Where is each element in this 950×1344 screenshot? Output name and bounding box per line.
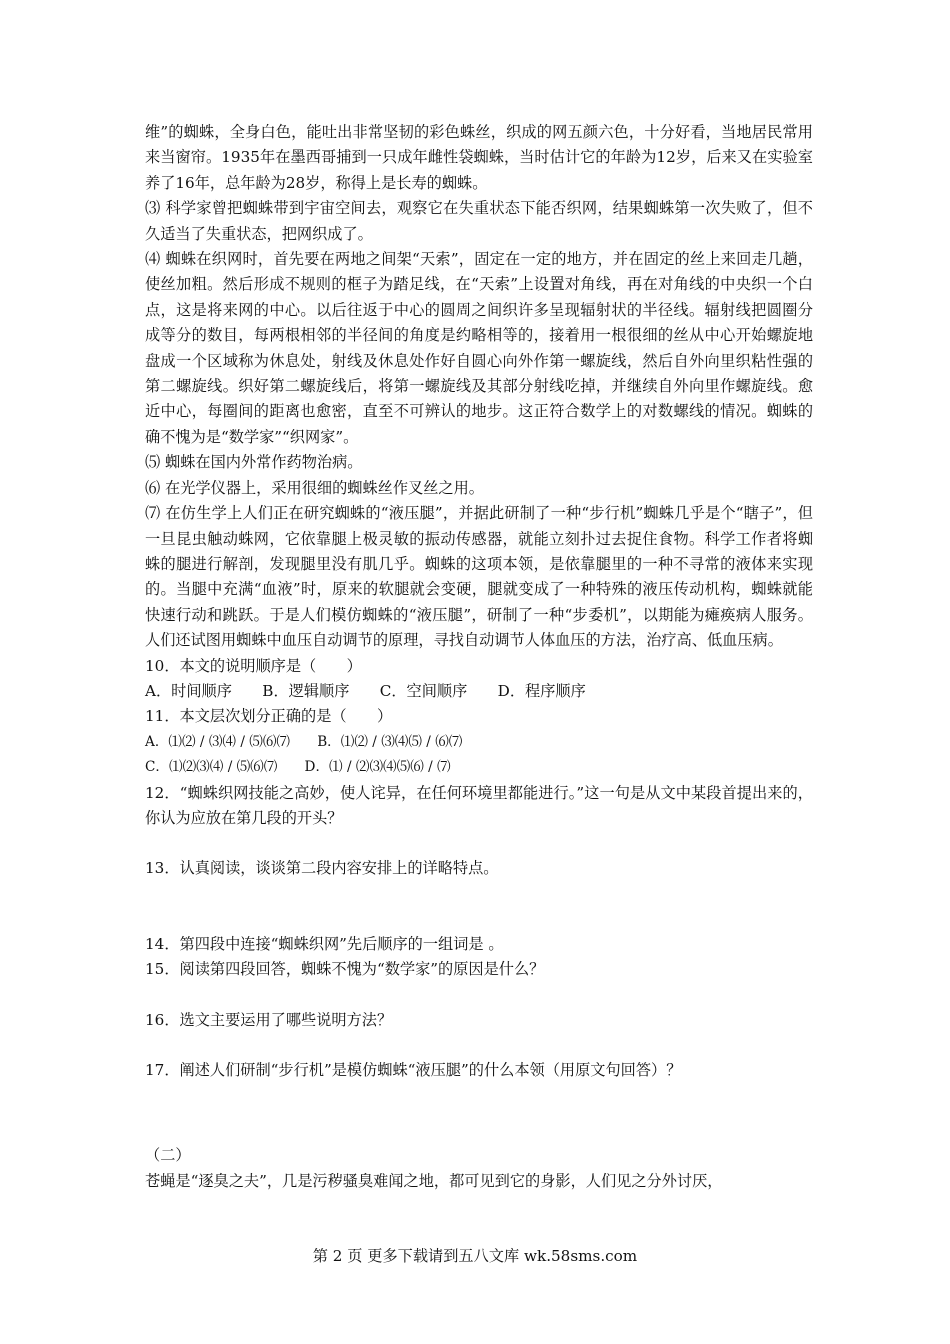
question-12: 12．“蜘蛛织网技能之高妙，使人诧异，在任何环境里都能进行。”这一句是从文中某段首提出来的，你认为应放在第几段的开头？ xyxy=(145,783,813,827)
answer-space xyxy=(145,831,813,856)
paragraph-6: ⑹ 在光学仪器上，采用很细的蜘蛛丝作叉丝之用。 xyxy=(145,478,484,497)
question-11-options-ab: A．⑴⑵ / ⑶⑷ / ⑸⑹⑺ B．⑴⑵ / ⑶⑷⑸ / ⑹⑺ xyxy=(145,733,463,750)
question-13: 13．认真阅读，谈谈第二段内容安排上的详略特点。 xyxy=(145,859,499,878)
question-14: 14．第四段中连接“蜘蛛织网”先后顺序的一组词是 。 xyxy=(145,934,504,953)
paragraph-4: ⑷ 蜘蛛在织网时，首先要在两地之间架“天索”，固定在一定的地方，并在固定的丝上来回走几趟，使丝加粗。然后形成不规则的框子为踏足线，在“天索”上设置对角线，再在对角线的中央织一个白点，这是将来网的中心。以后往返于中心的圆周之间织许多呈现辐射状的半径线。辐射线把圆圈分成等分的数目，每两根相邻的半径间的角度是约略相等的，接着用一根很细的丝从中心开始螺旋地盘成一个区域称为休息处，射线及休息处作好自圆心向外作第一螺旋线，然后自外向里织粘性强的第二螺旋线。织好第二螺旋线后，将第一螺旋线及其部分射线吃掉，并继续自外向里作螺旋线。愈近中心，每圈间的距离也愈密，直至不可辨认的地步。这正符合数学上的对数螺线的情况。蜘蛛的确不愧为是“数学家”“织网家”。 xyxy=(145,250,813,446)
paragraph-7: ⑺ 在仿生学上人们正在研究蜘蛛的“液压腿”，并据此研制了一种“步行机”蜘蛛几乎是个“瞎子”，但一旦昆虫触动蛛网，它依靠腿上极灵敏的振动传感器，就能立刻扑过去捉住食物。科学工作者将蜘蛛的腿进行解剖，发现腿里没有肌几乎。蜘蛛的这项本领，是依靠腿里的一种不寻常的液体来实现的。当腿中充满“血液”时，原来的软腿就会变硬，腿就变成了一种特殊的液压传动机构，蜘蛛就能快速行动和跳跃。于是人们模仿蜘蛛的“液压腿”，研制了一种“步委机”，以期能为瘫痪病人服务。人们还试图用蜘蛛中血压自动调节的原理，寻找自动调节人体血压的方法，治疗高、低血压病。 xyxy=(145,504,813,650)
question-11-options-cd: C．⑴⑵⑶⑷ / ⑸⑹⑺ D．⑴ / ⑵⑶⑷⑸⑹ / ⑺ xyxy=(145,759,451,776)
question-10: 10．本文的说明顺序是（ ） xyxy=(145,656,362,675)
answer-space xyxy=(145,983,813,1008)
answer-space xyxy=(145,882,813,932)
section-2-heading: （二） xyxy=(145,1146,191,1165)
paragraph-continued: 维”的蜘蛛，全身白色，能吐出非常坚韧的彩色蛛丝，织成的网五颜六色，十分好看，当地居民常用来当窗帘。1935年在墨西哥捕到一只成年雌性袋蜘蛛，当时估计它的年龄为12岁，后来又在实验室养了16年，总年龄为28岁，称得上是长寿的蜘蛛。 xyxy=(145,123,813,192)
question-15: 15．阅读第四段回答，蜘蛛不愧为“数学家”的原因是什么？ xyxy=(145,960,545,979)
document-body xyxy=(145,120,813,1194)
question-10-options: A．时间顺序 B．逻辑顺序 C．空间顺序 D．程序顺序 xyxy=(145,681,586,700)
paragraph-3: ⑶ 科学家曾把蜘蛛带到宇宙空间去，观察它在失重状态下能否织网，结果蜘蛛第一次失败了，但不久适当了失重状态，把网织成了。 xyxy=(145,199,813,243)
paragraph-5: ⑸ 蜘蛛在国内外常作药物治病。 xyxy=(145,453,363,472)
answer-space xyxy=(145,1033,813,1058)
question-16: 16．选文主要运用了哪些说明方法？ xyxy=(145,1010,393,1029)
section-2-first-line: 苍蝇是“逐臭之夫”，几是污秽骚臭难闻之地，都可见到它的身影，人们见之分外讨厌， xyxy=(145,1171,723,1190)
answer-space xyxy=(145,1083,813,1143)
question-17: 17．阐述人们研制“步行机”是模仿蜘蛛“液压腿”的什么本领（用原文句回答）？ xyxy=(145,1061,682,1079)
page-footer: 第 2 页 更多下载请到五八文库 wk.58sms.com xyxy=(312,1247,638,1265)
question-11: 11．本文层次划分正确的是（ ） xyxy=(145,707,393,726)
